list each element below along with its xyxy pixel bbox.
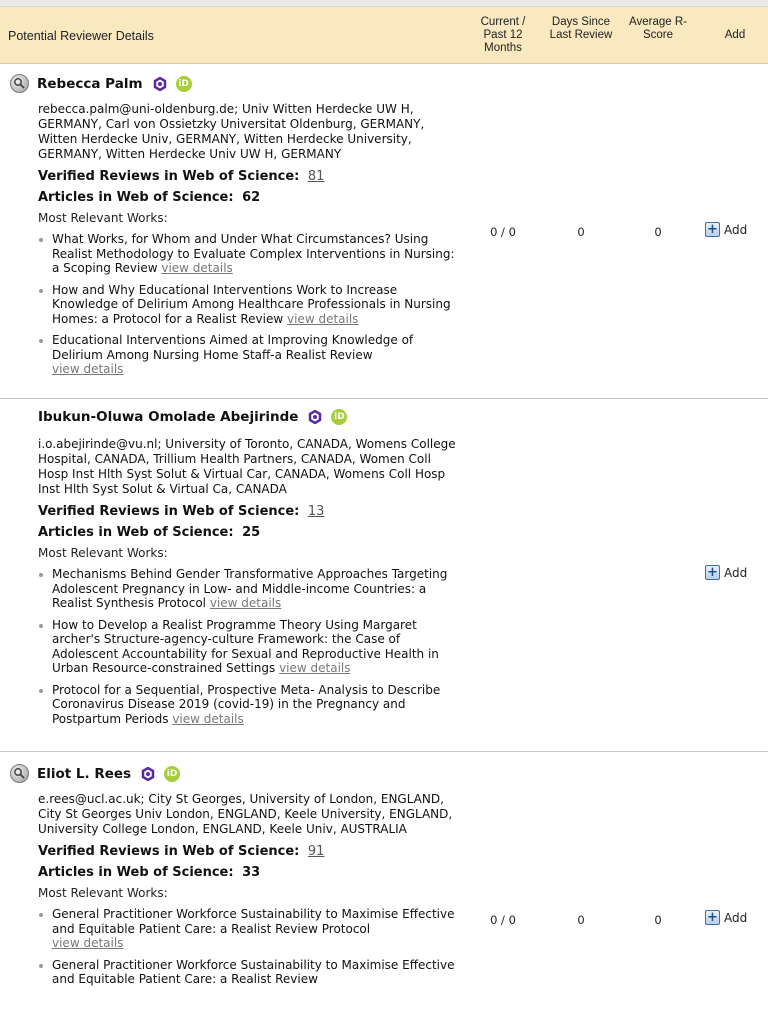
articles-label: Articles in Web of Science: [38, 865, 234, 880]
articles-count [38, 525, 458, 540]
reviewer-name-row [10, 764, 180, 783]
add-reviewer-button[interactable] [705, 910, 747, 925]
articles-value: 62 [242, 190, 261, 205]
search-icon[interactable] [10, 764, 29, 783]
header-current: Current / Past 12 Months [480, 16, 526, 54]
plus-icon: + [705, 565, 720, 580]
verified-reviews [38, 844, 458, 859]
list-item [38, 567, 458, 611]
reviewer-affiliation: rebecca.palm@uni-oldenburg.de; Univ Witten Herdecke UW H, GERMANY, Carl von Ossietzky Universitat Oldenburg, GERMANY, Witten Herdecke Univ, GERMANY, Witten Herdecke University, GERMANY, Witten Herdecke Univ UW H, GERMANY [38, 102, 425, 161]
work-title: Protocol for a Sequential, Prospective Meta- Analysis to Describe Coronavirus Disease 2019 (covid-19) in the Pregnancy and Postpartum Periods [52, 682, 441, 726]
view-details-link[interactable]: view details [279, 661, 351, 675]
articles-label: Articles in Web of Science: [38, 190, 234, 205]
articles-label: Articles in Web of Science: [38, 525, 234, 540]
verified-reviews-link[interactable]: 13 [307, 504, 325, 519]
header-add: Add [724, 29, 746, 41]
orcid-icon[interactable]: iD [331, 409, 347, 425]
reviewer-details [38, 102, 458, 377]
reviewer-row [0, 752, 768, 1012]
reviewer-details [38, 437, 458, 726]
add-label: Add [724, 910, 748, 925]
verified-reviews [38, 169, 458, 184]
most-relevant-label: Most Relevant Works: [38, 886, 168, 900]
articles-count [38, 865, 458, 880]
most-relevant-label: Most Relevant Works: [38, 546, 168, 560]
add-reviewer-button[interactable] [705, 565, 747, 580]
works-list [38, 907, 458, 987]
publons-icon[interactable] [141, 767, 155, 781]
view-details-link[interactable]: view details [52, 362, 124, 376]
orcid-icon[interactable]: iD [176, 76, 192, 92]
list-item [38, 958, 458, 987]
work-title: Educational Interventions Aimed at Improving Knowledge of Delirium Among Nursing Home Staff-a Realist Review [52, 333, 414, 362]
list-item [38, 683, 458, 727]
reviewer-name-row [38, 409, 347, 425]
view-details-link[interactable]: view details [161, 261, 233, 275]
days-since-value: 0 [577, 225, 585, 239]
avg-rscore-value: 0 [654, 225, 662, 239]
header-avg: Average R-Score [629, 16, 687, 41]
avg-rscore-value: 0 [654, 913, 662, 927]
current-past-value: 0 / 0 [490, 225, 516, 239]
current-past-value: 0 / 0 [490, 913, 516, 927]
reviewer-name: Rebecca Palm [37, 75, 143, 92]
reviewer-row [0, 64, 768, 399]
list-item [38, 232, 458, 276]
verified-reviews [38, 504, 458, 519]
orcid-icon[interactable]: iD [164, 766, 180, 782]
add-reviewer-button[interactable] [705, 222, 747, 237]
list-item [38, 333, 458, 377]
view-details-link[interactable]: view details [172, 711, 244, 726]
publons-icon[interactable] [308, 410, 322, 424]
articles-value: 25 [242, 525, 261, 540]
works-list [38, 232, 458, 377]
works-list [38, 567, 458, 726]
work-title: General Practitioner Workforce Sustainability to Maximise Effective and Equitable Patient Care: a Realist Review [52, 957, 455, 986]
verified-label: Verified Reviews in Web of Science: [38, 844, 300, 859]
reviewer-name: Eliot L. Rees [37, 765, 132, 782]
reviewer-details [38, 792, 458, 987]
reviewer-affiliation: i.o.abejirinde@vu.nl; University of Toronto, CANADA, Womens College Hospital, CANADA, Trillium Health Partners, CANADA, Women Coll Hosp Inst Hlth Syst Solut & Virtual Car, CANADA, Womens Coll Hosp Inst Hlth Syst Solut & Virtual Ca, CANADA [38, 437, 456, 496]
reviewer-affiliation: e.rees@ucl.ac.uk; City St Georges, University of London, ENGLAND, City St Georges Univ London, ENGLAND, Keele University, ENGLAND, University College London, ENGLAND, Keele Univ, AUSTRALIA [38, 792, 453, 836]
view-details-link[interactable]: view details [287, 311, 359, 326]
add-label: Add [724, 565, 748, 580]
verified-reviews-link[interactable]: 81 [307, 169, 325, 184]
list-item [38, 283, 458, 327]
plus-icon: + [705, 222, 720, 237]
verified-reviews-link[interactable]: 91 [307, 844, 325, 859]
table-header [0, 7, 768, 64]
header-days: Days Since Last Review [549, 16, 613, 41]
reviewer-row [0, 399, 768, 752]
add-label: Add [724, 222, 748, 237]
reviewer-name-row [10, 74, 192, 93]
verified-label: Verified Reviews in Web of Science: [38, 169, 300, 184]
view-details-link[interactable]: view details [209, 596, 282, 610]
publons-icon[interactable] [153, 77, 167, 91]
work-title: Mechanisms Behind Gender Transformative Approaches Targeting Adolescent Pregnancy in Low- and Middle-income Countries: a Realist Synthesis Protocol [52, 567, 448, 610]
work-title: How and Why Educational Interventions Work to Increase Knowledge of Delirium Among Healthcare Professionals in Nursing Homes: a Protocol for a Realist Review [52, 282, 451, 326]
verified-label: Verified Reviews in Web of Science: [38, 504, 300, 519]
articles-count [38, 190, 458, 205]
search-icon[interactable] [10, 74, 29, 93]
list-item [38, 907, 458, 951]
view-details-link[interactable]: view details [52, 936, 124, 950]
header-title: Potential Reviewer Details [8, 29, 154, 43]
plus-icon: + [705, 910, 720, 925]
work-title: What Works, for Whom and Under What Circumstances? Using Realist Methodology to Evaluate Complex Interventions in Nursing: a Scoping Review [52, 232, 455, 275]
most-relevant-label: Most Relevant Works: [38, 211, 168, 225]
work-title: General Practitioner Workforce Sustainability to Maximise Effective and Equitable Patient Care: a Realist Review Protocol [52, 907, 455, 936]
reviewer-name: Ibukun-Oluwa Omolade Abejirinde [38, 409, 299, 425]
articles-value: 33 [242, 865, 261, 880]
days-since-value: 0 [577, 913, 585, 927]
list-item [38, 618, 458, 676]
work-title: How to Develop a Realist Programme Theory Using Margaret archer's Structure-agency-culture Framework: the Case of Adolescent Accountability for Sexual and Reproductive Health in Urban Resource-constrained Settings [52, 617, 439, 675]
top-strip [0, 0, 768, 7]
